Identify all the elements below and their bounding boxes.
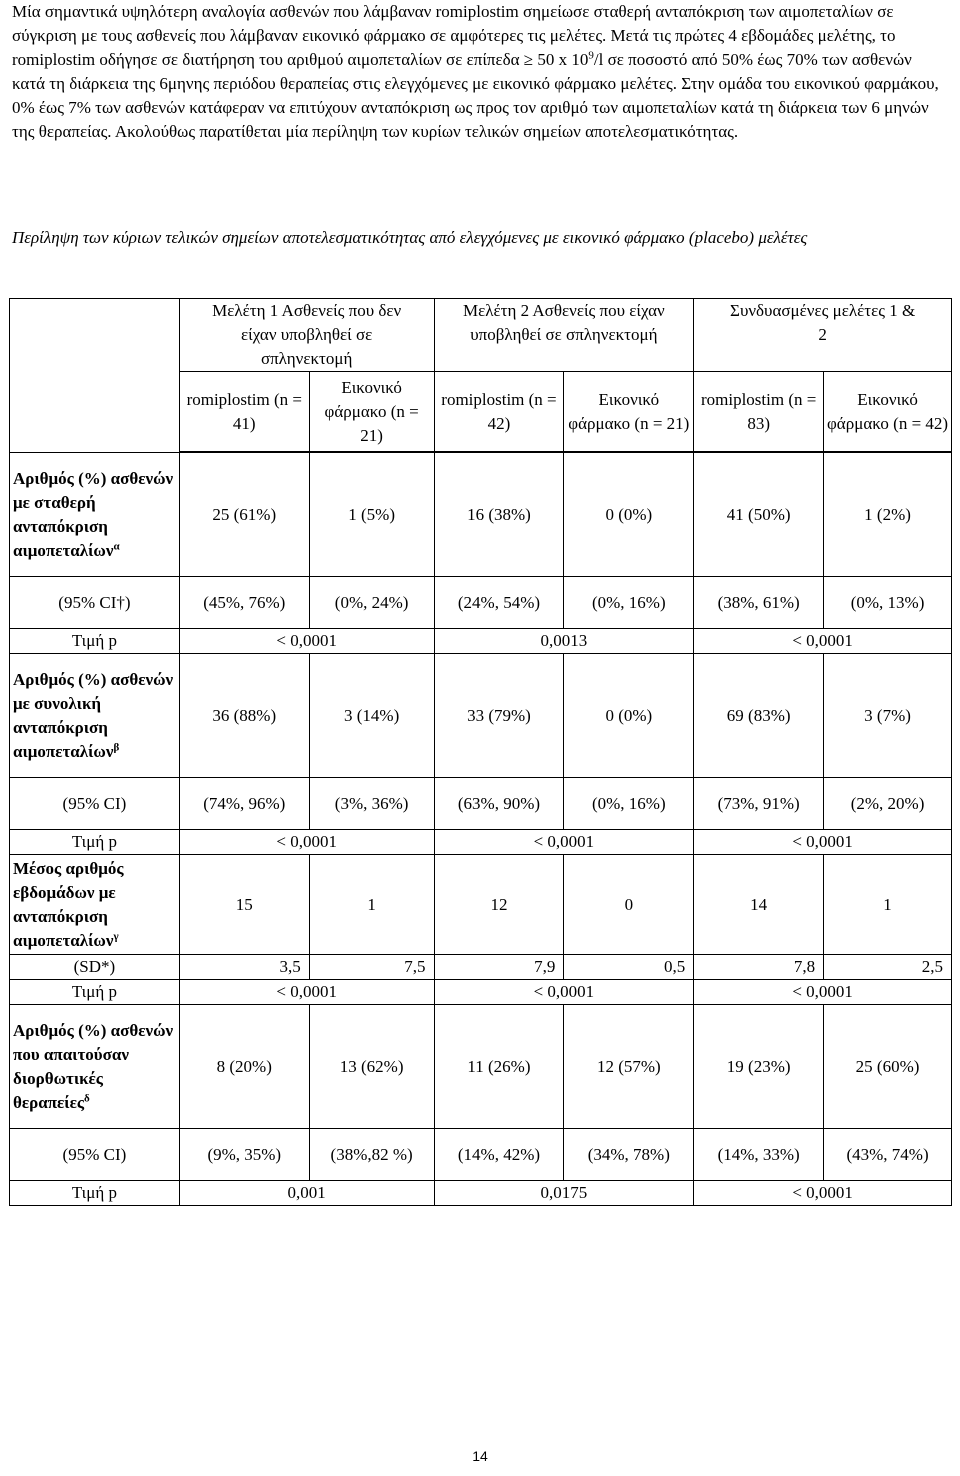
table-row (10, 980, 952, 1005)
cell: 3 (14%) (309, 654, 434, 778)
group-header-study1: Μελέτη 1 Ασθενείς που δεν είχαν υποβληθεί σε σπληνεκτομή (179, 299, 434, 372)
p-value-cell: < 0,0001 (694, 629, 952, 654)
row-label: Αριθμός (%) ασθενών με σταθερή ανταπόκριση αιμοπεταλίων$^\alpha$ (10, 453, 180, 577)
efficacy-table (9, 298, 952, 1206)
intro-text-part1: Μία σημαντικά υψηλότερη αναλογία ασθενών που λάμβαναν romiplostim σημείωσε σταθερή ανταπόκριση των αιμοπεταλίων σε σύγκριση με τους ασθενείς που λάμβαναν εικονικό φάρμακο σε αμφότερες τις μελέτες. Μετά τις πρώτες 4 εβδομάδες μελέτης, το romiplostim οδήγησε σε διατήρηση του αριθμού αιμοπεταλίων σε επίπεδα ≥ 50 x 10 (12, 2, 896, 69)
cell: 19 (23%) (694, 1005, 824, 1129)
cell: (73%, 91%) (694, 778, 824, 830)
cell: 69 (83%) (694, 654, 824, 778)
cell: (0%, 16%) (564, 778, 694, 830)
table-row (10, 629, 952, 654)
page-number: 14 (472, 1448, 488, 1464)
cell: 25 (61%) (179, 453, 309, 577)
row-label: Τιμή p (10, 830, 180, 855)
cell: (38%,82 %) (309, 1129, 434, 1181)
subheader-rom-s2: romiplostim (n = 42) (434, 372, 564, 452)
intro-paragraph (12, 0, 948, 144)
cell: (14%, 33%) (694, 1129, 824, 1181)
cell: (0%, 24%) (309, 577, 434, 629)
cell: 1 (5%) (309, 453, 434, 577)
group-header-combined: Συνδυασμένες μελέτες 1 & 2 (694, 299, 952, 372)
cell: 13 (62%) (309, 1005, 434, 1129)
p-value-cell: 0,001 (179, 1181, 434, 1206)
cell: 12 (434, 855, 564, 955)
cell: (0%, 13%) (824, 577, 952, 629)
cell: 12 (57%) (564, 1005, 694, 1129)
p-value-cell: < 0,0001 (179, 980, 434, 1005)
p-value-cell: 0,0013 (434, 629, 694, 654)
subheader-pbo-s1: Εικονικό φάρμακο (n = 21) (309, 372, 434, 452)
row-label: (95% CI†) (10, 577, 180, 629)
cell: 41 (50%) (694, 453, 824, 577)
row-label: Μέσος αριθμός εβδομάδων με ανταπόκριση αιμοπεταλίων$^\gamma$ (10, 855, 180, 955)
p-value-cell: < 0,0001 (434, 980, 694, 1005)
cell: 1 (309, 855, 434, 955)
cell: 7,5 (309, 955, 434, 980)
cell: 36 (88%) (179, 654, 309, 778)
cell: (63%, 90%) (434, 778, 564, 830)
group-header-row (10, 299, 952, 372)
cell: 0 (564, 855, 694, 955)
p-value-cell: < 0,0001 (694, 980, 952, 1005)
p-value-cell: < 0,0001 (694, 1181, 952, 1206)
subheader-pbo-s2: Εικονικό φάρμακο (n = 21) (564, 372, 694, 452)
cell: (34%, 78%) (564, 1129, 694, 1181)
cell: 0 (0%) (564, 654, 694, 778)
row-label: Αριθμός (%) ασθενών που απαιτούσαν διορθωτικές θεραπείες$^\delta$ (10, 1005, 180, 1129)
cell: 3,5 (179, 955, 309, 980)
intro-text-part2: /l σε ποσοστό από 50% έως 70% των ασθενών κατά τη διάρκεια της 6μηνης περιόδου θεραπείας στις ελεγχόμενες με εικονικό φάρμακο μελέτες. Στην ομάδα του εικονικού φαρμάκου, 0% έως 7% των ασθενών κατάφεραν να επιτύχουν ανταπόκριση ως προς τον αριθμό των αιμοπεταλίων κατά τη διάρκεια των 6 μηνών της θεραπείας. Ακολούθως παρατίθεται μία περίληψη των κυρίων τελικών σημείων αποτελεσματικότητας. (12, 50, 939, 141)
table-row (10, 778, 952, 830)
cell: (24%, 54%) (434, 577, 564, 629)
cell: (74%, 96%) (179, 778, 309, 830)
p-value-cell: < 0,0001 (694, 830, 952, 855)
p-value-cell: < 0,0001 (179, 629, 434, 654)
row-label: (SD*) (10, 955, 180, 980)
cell: (45%, 76%) (179, 577, 309, 629)
cell: (0%, 16%) (564, 577, 694, 629)
row-label: (95% CI) (10, 778, 180, 830)
table-row (10, 830, 952, 855)
p-value-cell: < 0,0001 (179, 830, 434, 855)
cell: 3 (7%) (824, 654, 952, 778)
p-value-cell: < 0,0001 (434, 830, 694, 855)
table-caption: Περίληψη των κύριων τελικών σημείων αποτελεσματικότητας από ελεγχόμενες με εικονικό φάρμακο (placebo) μελέτες (12, 228, 808, 247)
cell: 11 (26%) (434, 1005, 564, 1129)
table-row (10, 1129, 952, 1181)
group-header-study2: Μελέτη 2 Ασθενείς που είχαν υποβληθεί σε σπληνεκτομή (434, 299, 694, 372)
row-label: Τιμή p (10, 1181, 180, 1206)
cell: (3%, 36%) (309, 778, 434, 830)
p-value-cell: 0,0175 (434, 1181, 694, 1206)
cell: 15 (179, 855, 309, 955)
cell: 14 (694, 855, 824, 955)
cell: 8 (20%) (179, 1005, 309, 1129)
cell: 0 (0%) (564, 453, 694, 577)
cell: 2,5 (824, 955, 952, 980)
cell: (9%, 35%) (179, 1129, 309, 1181)
row-label: Αριθμός (%) ασθενών με συνολική ανταπόκριση αιμοπεταλίων$^\beta$ (10, 654, 180, 778)
cell: 16 (38%) (434, 453, 564, 577)
cell: 33 (79%) (434, 654, 564, 778)
subheader-rom-comb: romiplostim (n = 83) (694, 372, 824, 452)
corner-cell (10, 299, 180, 453)
table-row (10, 1181, 952, 1206)
row-label: Τιμή p (10, 980, 180, 1005)
row-label: Τιμή p (10, 629, 180, 654)
cell: (2%, 20%) (824, 778, 952, 830)
subheader-rom-s1: romiplostim (n = 41) (179, 372, 309, 452)
subheader-pbo-comb: Εικονικό φάρμακο (n = 42) (824, 372, 952, 452)
cell: 25 (60%) (824, 1005, 952, 1129)
cell: 1 (824, 855, 952, 955)
table-row (10, 654, 952, 778)
intro-superscript: 9 (588, 49, 594, 62)
table-row (10, 453, 952, 577)
cell: (38%, 61%) (694, 577, 824, 629)
table-row (10, 1005, 952, 1129)
table-row (10, 577, 952, 629)
cell: (14%, 42%) (434, 1129, 564, 1181)
cell: 7,8 (694, 955, 824, 980)
row-label: (95% CI) (10, 1129, 180, 1181)
cell: 0,5 (564, 955, 694, 980)
cell: 1 (2%) (824, 453, 952, 577)
cell: 7,9 (434, 955, 564, 980)
table-row (10, 855, 952, 955)
table-row (10, 955, 952, 980)
cell: (43%, 74%) (824, 1129, 952, 1181)
